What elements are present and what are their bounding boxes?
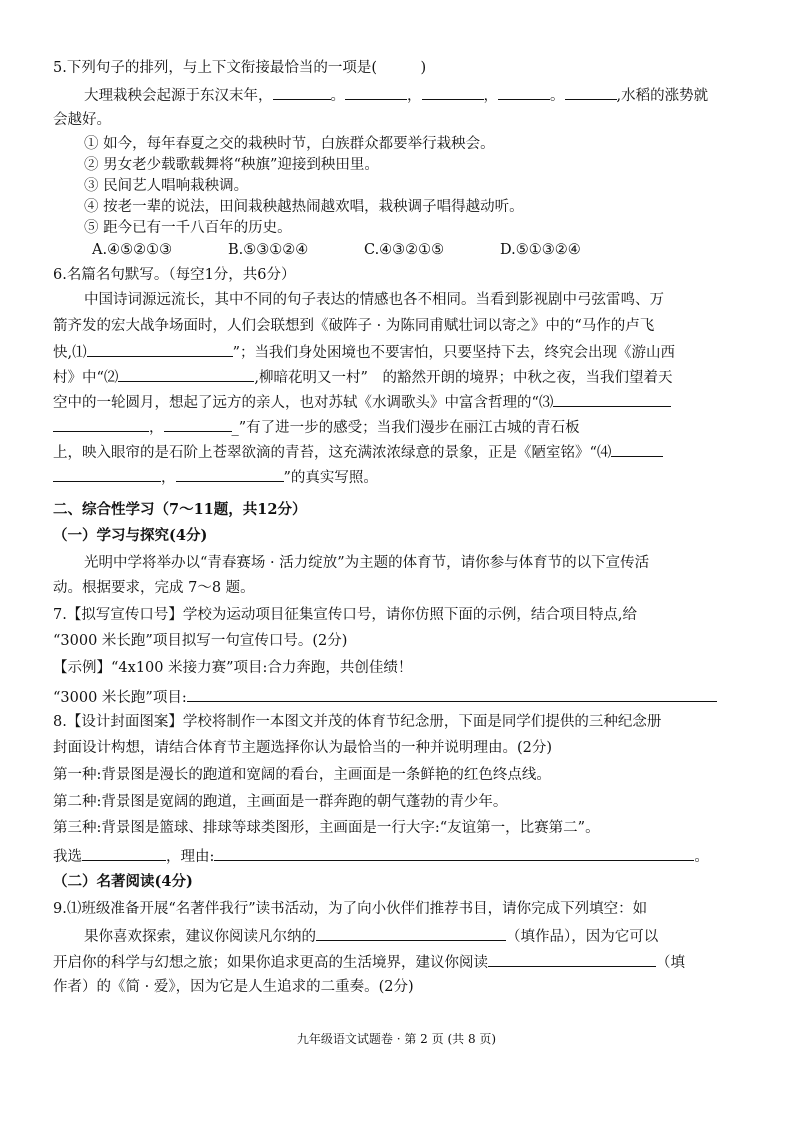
author-answer-field[interactable]	[488, 951, 656, 967]
reason-answer-field[interactable]	[214, 845, 694, 861]
q5-choice-d[interactable]: D.⑤①③②④	[500, 242, 581, 258]
answer-blank[interactable]	[273, 84, 331, 100]
q6-line-4: 村》中“⑵ ,柳暗花明又一村” 的豁然开朗的境界；中秋之夜，当我们望着天	[53, 366, 672, 388]
answer-blank[interactable]	[611, 441, 663, 457]
q5-option-5: ⑤ 距今已有一千八百年的历史。	[84, 220, 292, 236]
q9-line-2: 果你喜欢探索，建议你阅读凡尔纳的 （填作品），因为它可以	[84, 925, 658, 947]
q5-option-3: ③ 民间艺人唱响栽秧调。	[84, 178, 249, 194]
answer-blank[interactable]	[565, 84, 617, 100]
q6-line-6: ， _”有了进一步的感受；当我们漫步在丽江古城的青石板	[53, 416, 580, 438]
section-2-1-heading: （一）学习与探究(4分)	[53, 527, 208, 544]
page-footer: 九年级语文试题卷 · 第 2 页 (共 8 页)	[296, 1032, 497, 1046]
q7-example: 【示例】“4x100 米接力赛”项目:合力奔跑，共创佳绩！	[53, 660, 413, 676]
section-2-heading: 二、综合性学习（7～11题，共12分）	[53, 501, 307, 518]
q6-line-1: 中国诗词源远流长，其中不同的句子表达的情感也各不相同。当看到影视剧中弓弦雷鸣、万	[84, 292, 664, 308]
q5-stem: 5.下列句子的排列，与上下文衔接最恰当的一项是( )	[53, 60, 427, 76]
answer-blank[interactable]	[345, 84, 407, 100]
q6-stem: 6.名篇名句默写。（每空1分，共6分）	[53, 267, 296, 283]
answer-blank[interactable]	[118, 366, 254, 382]
q7-line-1: 7.【拟写宣传口号】学校为运动项目征集宣传口号，请你仿照下面的示例，结合项目特点,给	[53, 607, 637, 623]
q5-choice-c[interactable]: C.④③②①⑤	[364, 242, 445, 258]
answer-blank[interactable]	[422, 84, 484, 100]
q5-option-4: ④ 按老一辈的说法，田间栽秧越热闹越欢唱，栽秧调子唱得越动听。	[84, 199, 524, 215]
q6-line-5: 空中的一轮圆月，想起了远方的亲人，也对苏轼《水调歌头》中富含哲理的“⑶	[53, 391, 671, 413]
q8-option-2: 第二种:背景图是宽阔的跑道，主画面是一群奔跑的朝气蓬勃的青少年。	[53, 794, 508, 810]
section-2-2-heading: （二）名著阅读(4分)	[53, 873, 193, 890]
answer-blank[interactable]	[553, 391, 671, 407]
q5-option-1: ① 如今，每年春夏之交的栽秧时节，白族群众都要举行栽秧会。	[84, 136, 495, 152]
q6-line-3: 快,⑴ ”；当我们身处困境也不要害怕，只要坚持下去，终究会出现《游山西	[53, 341, 675, 363]
q6-line-2: 箭齐发的宏大战争场面时，人们会联想到《破阵子 · 为陈同甫赋壮词以寄之》中的“马作的卢飞	[53, 318, 655, 334]
answer-blank[interactable]	[87, 341, 233, 357]
q9-line-4: 作者）的《简 · 爱》，因为它是人生追求的二重奏。(2分)	[53, 979, 414, 995]
q9-line-3: 开启你的科学与幻想之旅；如果你追求更高的生活境界，建议你阅读 （填	[53, 951, 685, 973]
section-2-intro-2: 动。根据要求，完成 7～8 题。	[53, 580, 255, 596]
answer-blank[interactable]	[53, 416, 149, 432]
answer-blank[interactable]	[53, 466, 161, 482]
answer-blank[interactable]	[176, 466, 284, 482]
q5-choice-b[interactable]: B.⑤③①②④	[228, 242, 309, 258]
q5-choice-a[interactable]: A.④⑤②①③	[92, 242, 173, 258]
q8-answer-line: 我选 ，理由: 。	[53, 845, 709, 867]
answer-blank[interactable]	[164, 416, 232, 432]
q9-line-1: 9.⑴班级准备开展“名著伴我行”读书活动，为了向小伙伴们推荐书目，请你完成下列填空：如	[53, 901, 648, 917]
work-answer-field[interactable]	[316, 925, 506, 941]
q5-passage-line-1: 大理栽秧会起源于东汉末年， 。 ， ， 。 ,水稻的涨势就	[84, 84, 708, 106]
answer-blank[interactable]	[498, 84, 550, 100]
q6-line-8: ， ”的真实写照。	[53, 466, 378, 488]
q8-line-2: 封面设计构想，请结合体育节主题选择你认为最恰当的一种并说明理由。(2分)	[53, 740, 553, 756]
choice-answer-field[interactable]	[82, 845, 166, 861]
slogan-answer-field[interactable]	[187, 686, 717, 702]
q8-option-1: 第一种:背景图是漫长的跑道和宽阔的看台，主画面是一条鲜艳的红色终点线。	[53, 767, 551, 783]
q7-line-2: “3000 米长跑”项目拟写一句宣传口号。(2分)	[53, 633, 348, 649]
q5-passage-line-2: 会越好。	[53, 112, 111, 128]
section-2-intro-1: 光明中学将举办以“青春赛场 · 活力绽放”为主题的体育节，请你参与体育节的以下宣传活	[84, 555, 650, 571]
q7-answer-line: “3000 米长跑”项目:	[53, 686, 717, 708]
q6-line-7: 上，映入眼帘的是石阶上苍翠欲滴的青苔，这充满浓浓绿意的景象，正是《陋室铭》“⑷	[53, 441, 663, 463]
q5-option-2: ② 男女老少载歌载舞将“秧旗”迎接到秧田里。	[84, 157, 379, 173]
q8-line-1: 8.【设计封面图案】学校将制作一本图文并茂的体育节纪念册，下面是同学们提供的三种纪念册	[53, 714, 662, 730]
q8-option-3: 第三种:背景图是篮球、排球等球类图形，主画面是一行大字:“友谊第一，比赛第二”。	[53, 820, 600, 836]
